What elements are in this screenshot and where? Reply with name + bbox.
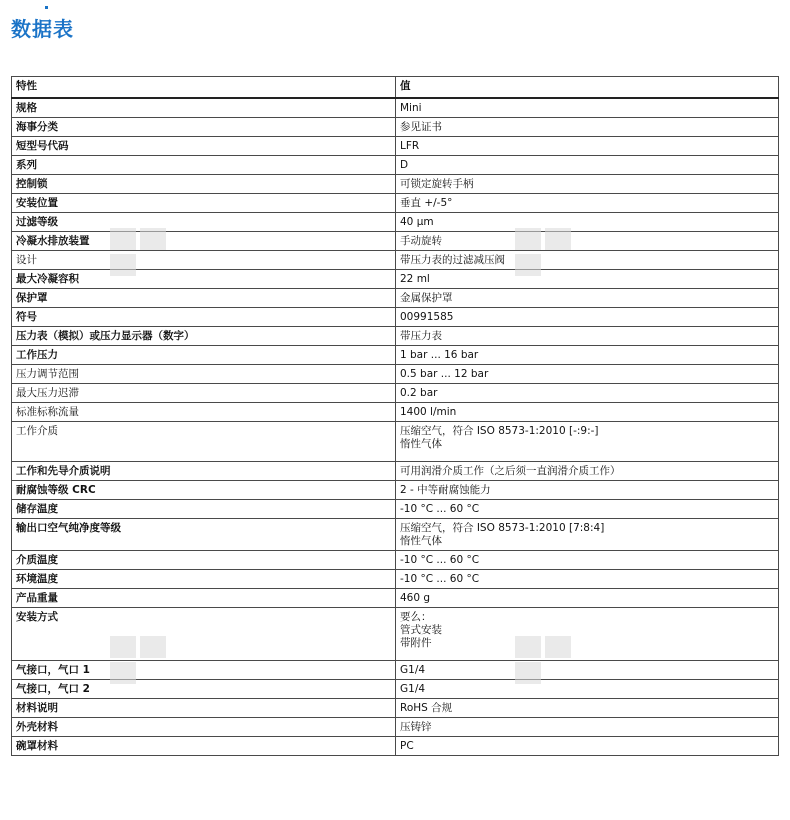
row-characteristic: 保护罩 — [12, 289, 396, 308]
table-row — [12, 680, 779, 699]
row-characteristic: 气接口，气口 1 — [12, 661, 396, 680]
table-row — [12, 289, 779, 308]
value-line: 参见证书 — [400, 121, 442, 133]
row-characteristic: 系列 — [12, 156, 396, 175]
row-characteristic: 外壳材料 — [12, 718, 396, 737]
row-value — [396, 137, 779, 156]
row-characteristic: 符号 — [12, 308, 396, 327]
row-characteristic: 最大压力迟滞 — [12, 384, 396, 403]
table-row — [12, 118, 779, 137]
value-line: 管式安装 — [400, 624, 442, 636]
value-line: 压缩空气，符合 ISO 8573-1:2010 [7:8:4] — [400, 522, 605, 534]
row-value — [396, 519, 779, 551]
value-line: D — [400, 159, 409, 171]
row-characteristic: 材料说明 — [12, 699, 396, 718]
value-line: G1/4 — [400, 683, 426, 695]
header-value: 值 — [396, 77, 779, 99]
value-line: 22 ml — [400, 273, 430, 285]
row-value — [396, 232, 779, 251]
value-line: RoHS 合规 — [400, 702, 453, 714]
value-line: 1 bar ... 16 bar — [400, 349, 479, 361]
value-line: 惰性气体 — [400, 535, 442, 547]
table-row — [12, 481, 779, 500]
row-value — [396, 365, 779, 384]
value-line: 要么： — [400, 611, 432, 623]
row-characteristic: 环境温度 — [12, 570, 396, 589]
table-row — [12, 98, 779, 118]
row-value — [396, 175, 779, 194]
table-row — [12, 519, 779, 551]
row-value — [396, 98, 779, 118]
row-value — [396, 156, 779, 175]
row-characteristic: 气接口，气口 2 — [12, 680, 396, 699]
row-characteristic: 压力表（模拟）或压力显示器（数字） — [12, 327, 396, 346]
row-value — [396, 661, 779, 680]
row-characteristic: 海事分类 — [12, 118, 396, 137]
table-row — [12, 327, 779, 346]
value-line: 手动旋转 — [400, 235, 442, 247]
row-characteristic: 产品重量 — [12, 589, 396, 608]
value-line: 可锁定旋转手柄 — [400, 178, 474, 190]
row-value — [396, 589, 779, 608]
table-row — [12, 251, 779, 270]
row-characteristic: 安装方式 — [12, 608, 396, 661]
value-line: 可用润滑介质工作（之后须一直润滑介质工作） — [400, 465, 621, 477]
value-line: -10 °C ... 60 °C — [400, 503, 480, 515]
value-line: 460 g — [400, 592, 431, 604]
table-row — [12, 462, 779, 481]
row-characteristic: 规格 — [12, 98, 396, 118]
value-line: Mini — [400, 102, 422, 114]
row-characteristic: 设计 — [12, 251, 396, 270]
value-line: 金属保护罩 — [400, 292, 453, 304]
row-value — [396, 289, 779, 308]
table-row — [12, 422, 779, 462]
row-value — [396, 384, 779, 403]
value-line: 00991585 — [400, 311, 454, 323]
table-row — [12, 194, 779, 213]
table-row — [12, 270, 779, 289]
datasheet-table — [11, 76, 779, 756]
value-line: PC — [400, 740, 414, 752]
table-row — [12, 232, 779, 251]
row-characteristic: 工作压力 — [12, 346, 396, 365]
row-value — [396, 737, 779, 756]
value-line: -10 °C ... 60 °C — [400, 573, 480, 585]
table-row — [12, 365, 779, 384]
value-line: 2 - 中等耐腐蚀能力 — [400, 484, 491, 496]
row-characteristic: 介质温度 — [12, 551, 396, 570]
table-row — [12, 346, 779, 365]
value-line: 带附件 — [400, 637, 432, 649]
row-value — [396, 251, 779, 270]
row-value — [396, 118, 779, 137]
page-title: 数据表 — [11, 17, 74, 41]
row-value — [396, 680, 779, 699]
row-characteristic: 工作和先导介质说明 — [12, 462, 396, 481]
row-characteristic: 最大冷凝容积 — [12, 270, 396, 289]
table-row — [12, 384, 779, 403]
table-row — [12, 156, 779, 175]
value-line: LFR — [400, 140, 420, 152]
row-value — [396, 422, 779, 462]
table-row — [12, 213, 779, 232]
row-characteristic: 控制锁 — [12, 175, 396, 194]
row-characteristic: 压力调节范围 — [12, 365, 396, 384]
row-value — [396, 403, 779, 422]
row-characteristic: 安装位置 — [12, 194, 396, 213]
value-line: 惰性气体 — [400, 438, 442, 450]
table-row — [12, 403, 779, 422]
row-value — [396, 327, 779, 346]
value-line: 40 µm — [400, 216, 434, 228]
row-value — [396, 213, 779, 232]
table-row — [12, 589, 779, 608]
row-characteristic: 储存温度 — [12, 500, 396, 519]
row-value — [396, 462, 779, 481]
row-value — [396, 270, 779, 289]
row-value — [396, 308, 779, 327]
row-value — [396, 608, 779, 661]
row-value — [396, 346, 779, 365]
row-value — [396, 500, 779, 519]
row-value — [396, 481, 779, 500]
value-line: 压缩空气，符合 ISO 8573-1:2010 [-:9:-] — [400, 425, 599, 437]
row-characteristic: 工作介质 — [12, 422, 396, 462]
table-row — [12, 551, 779, 570]
row-characteristic: 冷凝水排放装置 — [12, 232, 396, 251]
row-characteristic: 标准标称流量 — [12, 403, 396, 422]
table-header-row — [12, 77, 779, 99]
value-line: 垂直 +/-5° — [400, 197, 453, 209]
title-marker — [45, 6, 48, 9]
value-line: 压铸锌 — [400, 721, 432, 733]
value-line: 0.5 bar ... 12 bar — [400, 368, 489, 380]
table-row — [12, 608, 779, 661]
value-line: 0.2 bar — [400, 387, 438, 399]
value-line: -10 °C ... 60 °C — [400, 554, 480, 566]
value-line: 1400 l/min — [400, 406, 457, 418]
row-value — [396, 570, 779, 589]
table-row — [12, 308, 779, 327]
header-characteristic: 特性 — [12, 77, 396, 99]
row-characteristic: 过滤等级 — [12, 213, 396, 232]
table-row — [12, 718, 779, 737]
row-value — [396, 194, 779, 213]
table-row — [12, 175, 779, 194]
value-line: G1/4 — [400, 664, 426, 676]
table-row — [12, 699, 779, 718]
table-row — [12, 737, 779, 756]
value-line: 带压力表 — [400, 330, 442, 342]
row-characteristic: 碗罩材料 — [12, 737, 396, 756]
table-row — [12, 661, 779, 680]
row-value — [396, 718, 779, 737]
row-value — [396, 699, 779, 718]
row-characteristic: 短型号代码 — [12, 137, 396, 156]
table-row — [12, 137, 779, 156]
row-characteristic: 输出口空气纯净度等级 — [12, 519, 396, 551]
row-value — [396, 551, 779, 570]
table-row — [12, 500, 779, 519]
value-line: 带压力表的过滤减压阀 — [400, 254, 505, 266]
table-row — [12, 570, 779, 589]
row-characteristic: 耐腐蚀等级 CRC — [12, 481, 396, 500]
